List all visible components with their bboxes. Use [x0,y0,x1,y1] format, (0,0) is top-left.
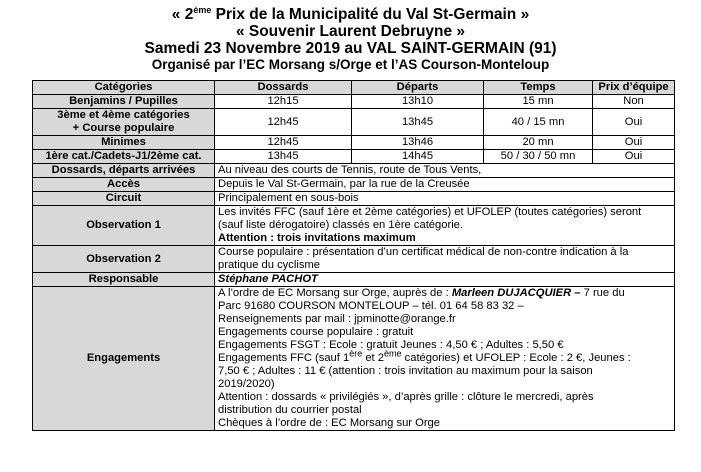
eng-line: Attention : dossards « privilégiés », d’après grille : clôture le mercredi, après [218,391,594,403]
title-superscript: ème [193,4,212,15]
eng-line: Engagements FSGT : Ecole : gratuit Jeunes : 4,50 € ; Adultes : 5,50 € [218,339,564,351]
eng-line [218,287,671,300]
event-title [0,6,701,23]
info-row-responsable [33,273,675,287]
eng-line: Renseignements par mail : jpminotte@orange.fr [218,313,456,325]
obs1-line: Les invités FFC (sauf 1ère et 2ème catégories) et UFOLEP (toutes catégories) seront [218,206,642,218]
event-date-location: Samedi 23 Novembre 2019 au VAL SAINT-GERMAIN (91) [144,40,557,57]
eng-line: Parc 91680 COURSON MONTELOUP – tél. 01 64 58 83 32 – [218,300,524,312]
row-prix: Oui [593,150,675,164]
info-value: Stéphane PACHOT [215,273,675,287]
info-value: Au niveau des courts de Tennis, route de Tous Vents, [215,164,675,178]
info-value: Depuis le Val St-Germain, par la rue de la Creusée [215,178,675,192]
header-temps: Temps [484,81,593,95]
info-label: Observation 1 [33,206,215,246]
row-prix: Oui [593,136,675,150]
row-dossards: 12h15 [215,95,352,109]
row-depart: 13h10 [352,95,484,109]
row-category: Minimes [33,136,215,150]
row-dossards: 12h45 [215,109,352,136]
row-depart: 13h46 [352,136,484,150]
eng-text: A l’ordre de EC Morsang sur Orge, auprès de : [218,287,449,299]
eng-line: 7,50 € ; Adultes : 11 € (attention : trois invitation au maximum pour la saison [218,365,593,377]
eng-text: 7 rue du [583,287,625,299]
eng-sup: ère [349,348,363,359]
row-temps: 15 mn [484,95,593,109]
info-label: Dossards, départs arrivées [33,164,215,178]
header-departs: Départs [352,81,484,95]
info-label: Accès [33,178,215,192]
info-label: Observation 2 [33,246,215,273]
row-category [33,109,215,136]
table-row [33,109,675,136]
info-label: Circuit [33,192,215,206]
eng-line: distribution du courrier postal [218,404,362,416]
row-category: 1ère cat./Cadets-J1/2ème cat. [33,150,215,164]
table-header-row [33,81,675,95]
eng-line: Chèques à l’ordre de : EC Morsang sur Orge [218,417,440,429]
eng-text: Engagements FFC (sauf 1 [218,352,350,364]
category-sub-line: + Course populaire [72,122,175,134]
info-row-acces [33,178,675,192]
contact-name: Marleen DUJACQUIER – [451,287,581,299]
event-organizers: Organisé par l’EC Morsang s/Orge et l’AS Courson-Monteloup [151,57,550,72]
row-depart: 13h45 [352,109,484,136]
info-row-observation-1 [33,206,675,246]
race-info-table [32,80,675,431]
eng-line: 2019/2020) [218,378,275,390]
obs2-line: Course populaire : présentation d’un certificat médical de non-contre indication à la [218,246,629,258]
row-temps: 40 / 15 mn [484,109,593,136]
info-label: Engagements [33,287,215,431]
header-categories: Catégories [33,81,215,95]
info-label: Responsable [33,273,215,287]
title-prefix: « 2 [171,6,194,23]
row-prix: Non [593,95,675,109]
info-value: Principalement en sous-bois [215,192,675,206]
row-category: Benjamins / Pupilles [33,95,215,109]
obs2-line: pratique du cyclisme [218,259,320,271]
eng-text: catégories) et UFOLEP : Ecole : 2 €, Jeunes : [401,352,631,364]
table-row [33,136,675,150]
row-prix: Oui [593,109,675,136]
info-row-observation-2 [33,246,675,273]
row-dossards: 12h45 [215,136,352,150]
obs1-warning: Attention : trois invitations maximum [218,232,416,244]
flyer-header [0,6,701,73]
info-row-circuit [33,192,675,206]
eng-line [218,348,671,365]
row-temps: 50 / 30 / 50 mn [484,150,593,164]
header-prix-equipe: Prix d’équipe [593,81,675,95]
row-temps: 20 mn [484,136,593,150]
info-value [215,246,675,273]
info-value [215,287,675,431]
eng-sup: ème [384,348,402,359]
obs1-line: (sauf liste dérogatoire) classés en 1ère catégorie. [218,219,464,231]
row-dossards: 13h45 [215,150,352,164]
category-line: 3ème et 4ème catégories [57,109,190,121]
table-row [33,95,675,109]
event-subtitle: « Souvenir Laurent Debruyne » [235,23,466,40]
title-suffix: Prix de la Municipalité du Val St-Germain » [211,6,530,23]
info-row-engagements [33,287,675,431]
eng-text: et 2 [362,352,384,364]
table-row [33,150,675,164]
info-value [215,206,675,246]
eng-line: Engagements course populaire : gratuit [218,326,414,338]
header-dossards: Dossards [215,81,352,95]
info-row-dossards [33,164,675,178]
row-depart: 14h45 [352,150,484,164]
